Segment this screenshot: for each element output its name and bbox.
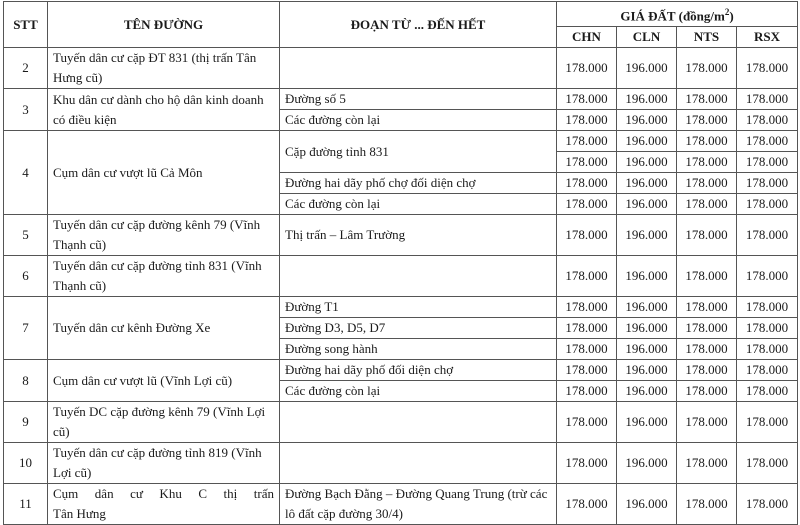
price-rsx: 178.000 — [737, 297, 798, 318]
price-cln: 196.000 — [617, 110, 677, 131]
header-gia-dat-close: ) — [729, 8, 734, 24]
price-cln: 196.000 — [617, 484, 677, 525]
segment-cell: Cặp đường tỉnh 831 — [280, 131, 557, 173]
price-rsx: 178.000 — [737, 215, 798, 256]
street-name-cell: Khu dân cư dành cho hộ dân kinh doanh có điều kiện — [48, 89, 280, 131]
price-chn: 178.000 — [557, 48, 617, 89]
street-name-line2: Tân Hưng — [53, 506, 106, 522]
stt-cell: 4 — [4, 131, 48, 215]
price-chn: 178.000 — [557, 173, 617, 194]
price-nts: 178.000 — [677, 339, 737, 360]
price-rsx: 178.000 — [737, 360, 798, 381]
table-row — [4, 360, 798, 381]
table-row — [4, 215, 798, 256]
price-cln: 196.000 — [617, 339, 677, 360]
segment-cell: Đường số 5 — [280, 89, 557, 110]
segment-cell: Các đường còn lại — [280, 110, 557, 131]
header-gia-dat — [557, 2, 798, 27]
segment-cell: Các đường còn lại — [280, 381, 557, 402]
price-nts: 178.000 — [677, 131, 737, 152]
header-stt: STT — [4, 2, 48, 48]
price-chn: 178.000 — [557, 131, 617, 152]
stt-cell: 3 — [4, 89, 48, 131]
price-nts: 178.000 — [677, 89, 737, 110]
price-rsx: 178.000 — [737, 110, 798, 131]
segment-cell: Các đường còn lại — [280, 194, 557, 215]
price-nts: 178.000 — [677, 443, 737, 484]
segment-cell — [280, 256, 557, 297]
header-gia-dat-text: GIÁ ĐẤT (đồng/m — [620, 8, 725, 24]
table-row — [4, 402, 798, 443]
price-rsx: 178.000 — [737, 152, 798, 173]
price-chn: 178.000 — [557, 256, 617, 297]
price-cln: 196.000 — [617, 381, 677, 402]
street-name-cell: Tuyến dân cư cặp ĐT 831 (thị trấn Tân Hưng cũ) — [48, 48, 280, 89]
header-doan-tu: ĐOẠN TỪ ... ĐẾN HẾT — [280, 2, 557, 48]
stt-cell: 8 — [4, 360, 48, 402]
header-gia-dat-sup: 2 — [724, 7, 730, 17]
price-cln: 196.000 — [617, 256, 677, 297]
price-cln: 196.000 — [617, 152, 677, 173]
segment-cell — [280, 443, 557, 484]
header-cln: CLN — [617, 27, 677, 48]
header-ten-duong: TÊN ĐƯỜNG — [48, 2, 280, 48]
price-cln: 196.000 — [617, 173, 677, 194]
price-rsx: 178.000 — [737, 484, 798, 525]
header-chn: CHN — [557, 27, 617, 48]
price-rsx: 178.000 — [737, 318, 798, 339]
price-nts: 178.000 — [677, 48, 737, 89]
segment-cell: Đường hai dãy phố chợ đối diện chợ — [280, 173, 557, 194]
price-cln: 196.000 — [617, 89, 677, 110]
street-name-cell: Cụm dân cư vượt lũ (Vĩnh Lợi cũ) — [48, 360, 280, 402]
price-rsx: 178.000 — [737, 402, 798, 443]
price-chn: 178.000 — [557, 360, 617, 381]
street-name-cell — [48, 484, 280, 525]
header-row-top — [4, 2, 798, 27]
street-name-cell: Tuyến dân cư cặp đường kênh 79 (Vĩnh Thạnh cũ) — [48, 215, 280, 256]
table-row — [4, 131, 798, 152]
price-rsx: 178.000 — [737, 131, 798, 152]
price-chn: 178.000 — [557, 339, 617, 360]
street-name-line1: Cụm dân cư Khu C thị trấn — [53, 486, 274, 502]
price-nts: 178.000 — [677, 402, 737, 443]
price-nts: 178.000 — [677, 256, 737, 297]
price-nts: 178.000 — [677, 484, 737, 525]
price-cln: 196.000 — [617, 215, 677, 256]
segment-cell — [280, 48, 557, 89]
table-row — [4, 443, 798, 484]
price-rsx: 178.000 — [737, 381, 798, 402]
price-cln: 196.000 — [617, 194, 677, 215]
price-nts: 178.000 — [677, 110, 737, 131]
price-rsx: 178.000 — [737, 89, 798, 110]
street-name-cell: Cụm dân cư vượt lũ Cả Môn — [48, 131, 280, 215]
price-rsx: 178.000 — [737, 194, 798, 215]
price-chn: 178.000 — [557, 318, 617, 339]
street-name-cell: Tuyến dân cư kênh Đường Xe — [48, 297, 280, 360]
street-name-cell: Tuyến DC cặp đường kênh 79 (Vĩnh Lợi cũ) — [48, 402, 280, 443]
segment-cell: Đường Bạch Đằng – Đường Quang Trung (trừ các lô đất cặp đường 30/4) — [280, 484, 557, 525]
stt-cell: 5 — [4, 215, 48, 256]
segment-cell: Đường hai dãy phố đối diện chợ — [280, 360, 557, 381]
price-rsx: 178.000 — [737, 48, 798, 89]
price-nts: 178.000 — [677, 318, 737, 339]
price-cln: 196.000 — [617, 360, 677, 381]
price-chn: 178.000 — [557, 402, 617, 443]
stt-cell: 2 — [4, 48, 48, 89]
price-cln: 196.000 — [617, 48, 677, 89]
segment-cell: Đường D3, D5, D7 — [280, 318, 557, 339]
price-cln: 196.000 — [617, 297, 677, 318]
stt-cell: 6 — [4, 256, 48, 297]
land-price-table — [3, 1, 798, 525]
price-rsx: 178.000 — [737, 173, 798, 194]
table-row — [4, 297, 798, 318]
price-rsx: 178.000 — [737, 339, 798, 360]
stt-cell: 9 — [4, 402, 48, 443]
header-rsx: RSX — [737, 27, 798, 48]
price-chn: 178.000 — [557, 297, 617, 318]
segment-cell — [280, 402, 557, 443]
table-row — [4, 256, 798, 297]
price-chn: 178.000 — [557, 110, 617, 131]
stt-cell: 11 — [4, 484, 48, 525]
segment-cell: Đường song hành — [280, 339, 557, 360]
price-chn: 178.000 — [557, 194, 617, 215]
price-nts: 178.000 — [677, 194, 737, 215]
price-nts: 178.000 — [677, 152, 737, 173]
price-nts: 178.000 — [677, 173, 737, 194]
price-cln: 196.000 — [617, 402, 677, 443]
street-name-cell: Tuyến dân cư cặp đường tỉnh 831 (Vĩnh Thạnh cũ) — [48, 256, 280, 297]
price-chn: 178.000 — [557, 215, 617, 256]
price-nts: 178.000 — [677, 381, 737, 402]
price-chn: 178.000 — [557, 484, 617, 525]
segment-cell: Đường T1 — [280, 297, 557, 318]
price-chn: 178.000 — [557, 443, 617, 484]
stt-cell: 10 — [4, 443, 48, 484]
price-nts: 178.000 — [677, 215, 737, 256]
price-nts: 178.000 — [677, 297, 737, 318]
price-rsx: 178.000 — [737, 443, 798, 484]
price-cln: 196.000 — [617, 443, 677, 484]
header-nts: NTS — [677, 27, 737, 48]
table-row — [4, 48, 798, 89]
table-row — [4, 89, 798, 110]
table-row — [4, 484, 798, 525]
price-cln: 196.000 — [617, 318, 677, 339]
price-chn: 178.000 — [557, 89, 617, 110]
price-chn: 178.000 — [557, 381, 617, 402]
street-name-cell: Tuyến dân cư cặp đường tỉnh 819 (Vĩnh Lợi cũ) — [48, 443, 280, 484]
segment-cell: Thị trấn – Lâm Trường — [280, 215, 557, 256]
price-cln: 196.000 — [617, 131, 677, 152]
price-rsx: 178.000 — [737, 256, 798, 297]
price-nts: 178.000 — [677, 360, 737, 381]
stt-cell: 7 — [4, 297, 48, 360]
price-chn: 178.000 — [557, 152, 617, 173]
